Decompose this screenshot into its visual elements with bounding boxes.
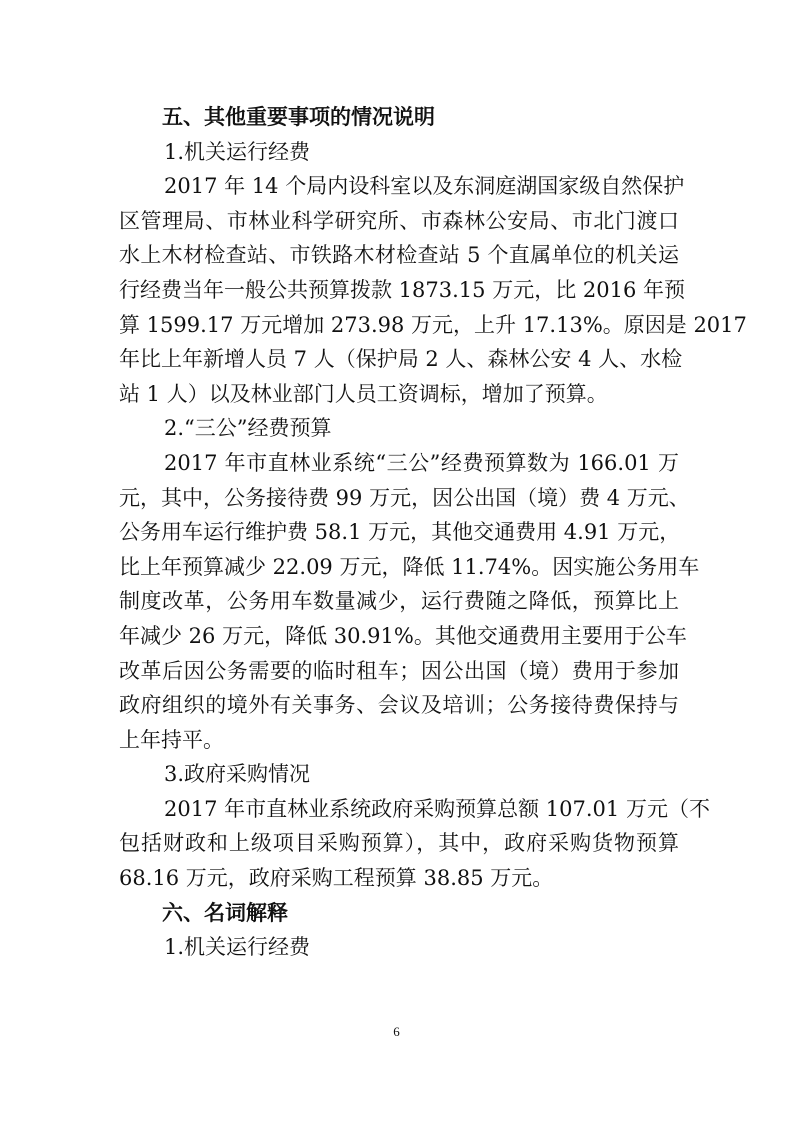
paragraph-line: 水上木材检查站、市铁路木材检查站 5 个直属单位的机关运 — [119, 243, 679, 268]
subsection-heading: 1.机关运行经费 — [164, 935, 311, 960]
paragraph-line: 比上年预算减少 22.09 万元，降低 11.74%。因实施公务用车 — [119, 554, 700, 579]
paragraph-line: 站 1 人）以及林业部门人员工资调标，增加了预算。 — [119, 381, 608, 406]
paragraph-line: 制度改革，公务用车数量减少，运行费随之降低，预算比上 — [119, 589, 679, 614]
paragraph-line: 年比上年新增人员 7 人（保护局 2 人、森林公安 4 人、水检 — [119, 347, 683, 372]
page-number: 6 — [393, 1024, 400, 1039]
section-heading: 五、其他重要事项的情况说明 — [162, 104, 435, 129]
subsection-heading: 1.机关运行经费 — [164, 139, 311, 164]
paragraph-line: 公务用车运行维护费 58.1 万元，其他交通费用 4.91 万元， — [119, 520, 681, 545]
section-heading: 六、名词解释 — [162, 899, 288, 925]
paragraph-line: 区管理局、市林业科学研究所、市森林公安局、市北门渡口 — [119, 208, 679, 233]
paragraph-line: 68.16 万元，政府采购工程预算 38.85 万元。 — [119, 866, 554, 891]
subsection-heading: 2.“三公”经费预算 — [164, 416, 332, 441]
document-body — [119, 100, 747, 965]
paragraph-line: 2017 年市直林业系统政府采购预算总额 107.01 万元（不 — [164, 796, 710, 821]
paragraph-line: 算 1599.17 万元增加 273.98 万元，上升 17.13%。原因是 2017 — [119, 312, 747, 337]
paragraph-line: 年减少 26 万元，降低 30.91%。其他交通费用主要用于公车 — [119, 623, 687, 648]
paragraph-line: 元，其中，公务接待费 99 万元，因公出国（境）费 4 万元、 — [119, 485, 690, 510]
paragraph-line: 2017 年 14 个局内设科室以及东洞庭湖国家级自然保护 — [164, 174, 685, 199]
paragraph-line: 政府组织的境外有关事务、会议及培训；公务接待费保持与 — [119, 693, 679, 718]
subsection-heading: 3.政府采购情况 — [164, 762, 311, 787]
paragraph-line: 2017 年市直林业系统“三公”经费预算数为 166.01 万 — [164, 450, 679, 475]
paragraph-line: 上年持平。 — [119, 727, 224, 752]
paragraph-line: 包括财政和上级项目采购预算），其中，政府采购货物预算 — [119, 831, 679, 856]
paragraph-line: 改革后因公务需要的临时租车；因公出国（境）费用于参加 — [119, 658, 679, 683]
paragraph-line: 行经费当年一般公共预算拨款 1873.15 万元，比 2016 年预 — [119, 277, 685, 302]
